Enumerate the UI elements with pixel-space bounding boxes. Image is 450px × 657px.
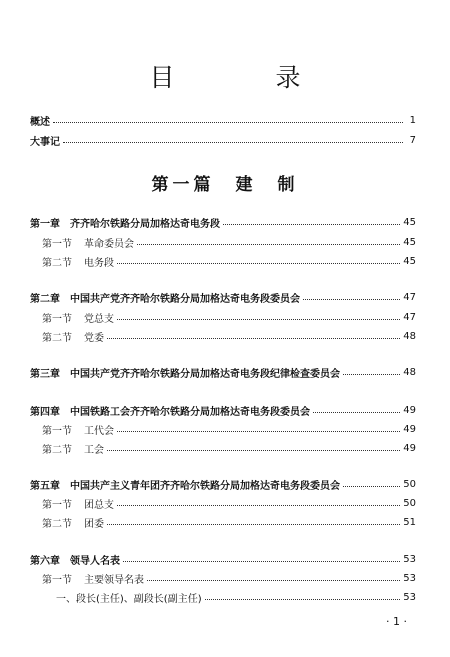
subitem-page: 53 — [403, 591, 416, 603]
leader-dots — [107, 450, 400, 451]
section-page: 53 — [403, 572, 416, 584]
chapter-page: 53 — [403, 553, 416, 565]
section-number: 第二节 — [42, 257, 72, 269]
toc-chapter[interactable] — [30, 551, 416, 567]
toc-section[interactable] — [42, 234, 416, 250]
section-page: 47 — [403, 311, 416, 323]
section-number: 第二节 — [42, 518, 72, 530]
chapter-page: 45 — [403, 216, 416, 228]
section-page: 45 — [403, 255, 416, 267]
chapter-number: 第一章 — [30, 218, 60, 230]
toc-entry-title: 概述 — [30, 116, 50, 128]
chapter-title: 中国铁路工会齐齐哈尔铁路分局加格达奇电务段委员会 — [70, 406, 310, 418]
page-number: · 1 · — [386, 615, 407, 628]
toc-entry-title: 大事记 — [30, 136, 60, 148]
section-page: 50 — [403, 497, 416, 509]
section-page: 49 — [403, 442, 416, 454]
leader-dots — [107, 524, 400, 525]
toc-section[interactable] — [42, 440, 416, 456]
section-title: 主要领导名表 — [84, 574, 144, 586]
toc-section[interactable] — [42, 421, 416, 437]
section-title: 电务段 — [84, 257, 114, 269]
toc-section[interactable] — [42, 570, 416, 586]
toc-chapter[interactable] — [30, 476, 416, 492]
page-title: 目 录 — [149, 63, 339, 92]
section-number: 第二节 — [42, 444, 72, 456]
leader-dots — [303, 299, 400, 300]
section-number: 第一节 — [42, 425, 72, 437]
section-page: 51 — [403, 516, 416, 528]
leader-dots — [147, 580, 400, 581]
leader-dots — [53, 122, 403, 123]
chapter-page: 50 — [403, 478, 416, 490]
toc-entry-overview[interactable] — [30, 112, 416, 128]
chapter-number: 第五章 — [30, 480, 60, 492]
section-number: 第一节 — [42, 499, 72, 511]
leader-dots — [313, 412, 400, 413]
chapter-title: 中国共产党齐齐哈尔铁路分局加格达奇电务段纪律检查委员会 — [70, 368, 340, 380]
chapter-number: 第六章 — [30, 555, 60, 567]
leader-dots — [205, 599, 401, 600]
section-number: 第一节 — [42, 238, 72, 250]
chapter-title: 中国共产主义青年团齐齐哈尔铁路分局加格达奇电务段委员会 — [70, 480, 340, 492]
leader-dots — [63, 142, 403, 143]
toc-subitem[interactable] — [56, 589, 416, 605]
section-title: 党委 — [84, 332, 104, 344]
chapter-page: 47 — [403, 291, 416, 303]
section-title: 党总支 — [84, 313, 114, 325]
chapter-number: 第二章 — [30, 293, 60, 305]
subitem-title: 一、段长(主任)、副段长(副主任) — [56, 593, 202, 605]
part-heading: 第一篇 建 制 — [151, 175, 299, 195]
toc-chapter[interactable] — [30, 364, 416, 380]
toc-section[interactable] — [42, 495, 416, 511]
toc-section[interactable] — [42, 514, 416, 530]
toc-chapter[interactable] — [30, 214, 416, 230]
toc-entry-page: 1 — [409, 114, 416, 126]
chapter-number: 第三章 — [30, 368, 60, 380]
section-title: 团总支 — [84, 499, 114, 511]
leader-dots — [123, 561, 400, 562]
section-page: 49 — [403, 423, 416, 435]
chapter-title: 中国共产党齐齐哈尔铁路分局加格达奇电务段委员会 — [70, 293, 300, 305]
section-title: 工代会 — [84, 425, 114, 437]
section-title: 团委 — [84, 518, 104, 530]
chapter-page: 49 — [403, 404, 416, 416]
section-number: 第一节 — [42, 574, 72, 586]
leader-dots — [117, 505, 400, 506]
toc-chapter[interactable] — [30, 289, 416, 305]
toc-section[interactable] — [42, 328, 416, 344]
leader-dots — [117, 319, 400, 320]
toc-entry-page: 7 — [409, 134, 416, 146]
leader-dots — [343, 374, 400, 375]
leader-dots — [117, 263, 400, 264]
section-page: 45 — [403, 236, 416, 248]
chapter-page: 48 — [403, 366, 416, 378]
leader-dots — [223, 224, 400, 225]
chapter-title: 领导人名表 — [70, 555, 120, 567]
section-page: 48 — [403, 330, 416, 342]
toc-section[interactable] — [42, 309, 416, 325]
toc-chapter[interactable] — [30, 402, 416, 418]
leader-dots — [137, 244, 400, 245]
leader-dots — [107, 338, 400, 339]
leader-dots — [343, 486, 400, 487]
toc-section[interactable] — [42, 253, 416, 269]
leader-dots — [117, 431, 400, 432]
chapter-number: 第四章 — [30, 406, 60, 418]
toc-entry-chronicle[interactable] — [30, 132, 416, 148]
section-title: 革命委员会 — [84, 238, 134, 250]
chapter-title: 齐齐哈尔铁路分局加格达奇电务段 — [70, 218, 220, 230]
section-number: 第二节 — [42, 332, 72, 344]
section-number: 第一节 — [42, 313, 72, 325]
section-title: 工会 — [84, 444, 104, 456]
